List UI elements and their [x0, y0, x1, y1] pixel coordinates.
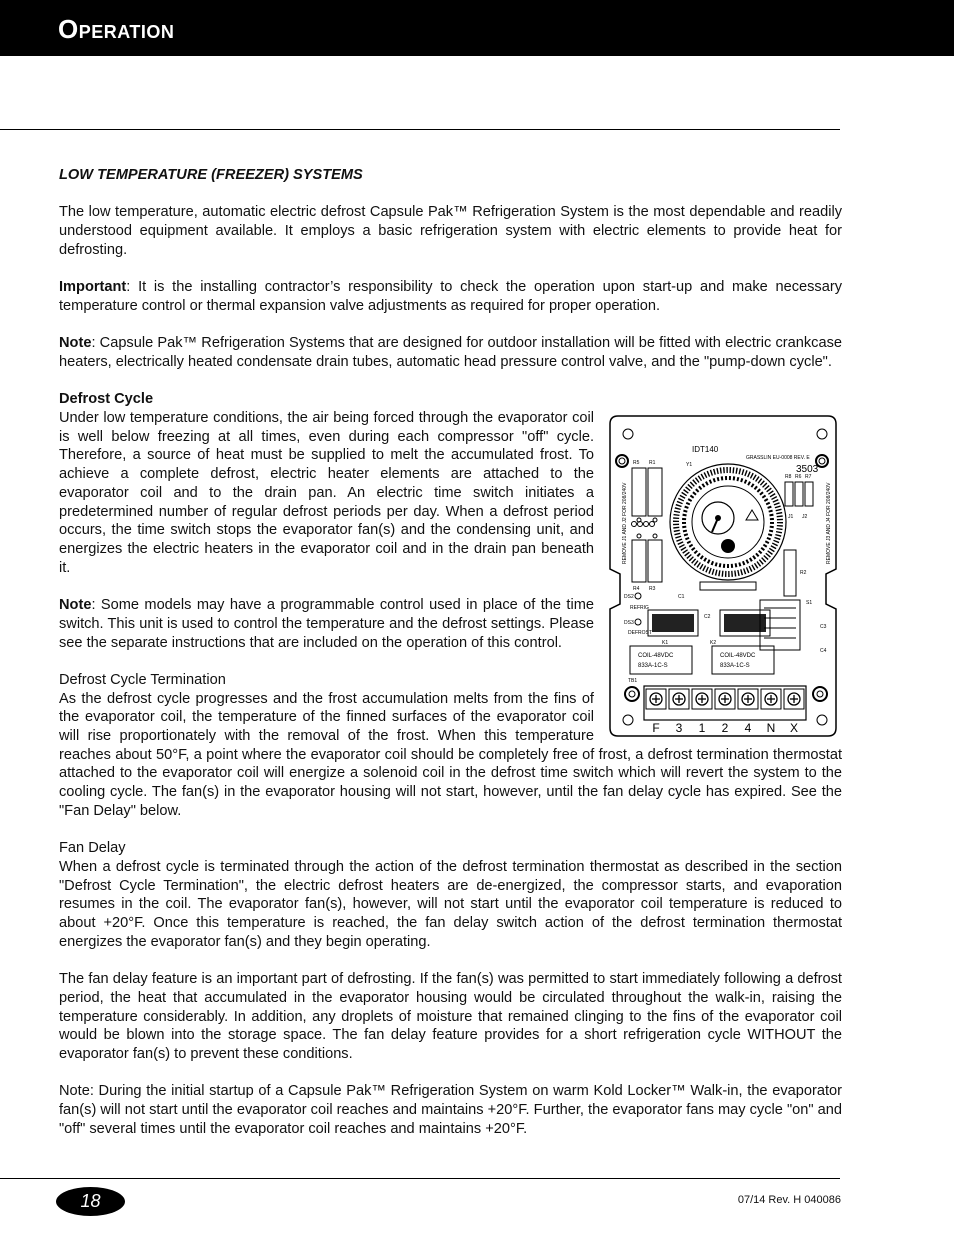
terminal-label: 3	[675, 721, 683, 736]
label-r6: R6	[795, 474, 802, 481]
terminal-label: 1	[698, 721, 706, 736]
terminal-label: 2	[721, 721, 729, 736]
label-coil-left: COIL-48VDC	[638, 653, 674, 660]
label-k1: K1	[662, 640, 669, 647]
outdoor-note-paragraph	[59, 334, 842, 371]
label-j1: J1	[788, 514, 794, 521]
label-r5: R5	[633, 460, 640, 467]
label-r8: R8	[785, 474, 792, 481]
label-coil-right: COIL-48VDC	[720, 653, 756, 660]
bottom-divider	[0, 1178, 840, 1179]
page-header	[0, 0, 954, 56]
label-c1: C1	[678, 594, 685, 601]
fan-delay-paragraph: When a defrost cycle is terminated through the action of the defrost termination thermostat as described in the section "Defrost Cycle Termination", the electric defrost heaters are de-energized, the compressor starts, and evaporation resumes in the coil. The evaporator fan(s), however, will not start until the evaporator coil temperature is reduced to about +20°F. Once this temperature is reached, the fan delay switch action of the defrost termination thermostat energizes the evaporator fan(s) and they begin operating.	[59, 858, 842, 950]
intro-paragraph: The low temperature, automatic electric defrost Capsule Pak™ Refrigeration System is the most dependable and readily understood equipment available. It employs a basic refrigeration system with electric elements to provide heat for defrosting.	[59, 204, 842, 258]
side-label-left: REMOVE J1 AND J2 FOR 208/240V	[622, 482, 628, 565]
label-r3: R3	[649, 586, 656, 593]
section-title: LOW TEMPERATURE (FREEZER) SYSTEMS	[59, 167, 363, 183]
rev-label: GRASSLIN EU-0008 REV. E	[746, 455, 810, 462]
important-paragraph	[59, 278, 842, 315]
label-c2: C2	[704, 614, 711, 621]
defrost-cycle-paragraph: Under low temperature conditions, the air being forced through the evaporator coil is well below freezing at all times, even during each compressor "off" cycle. Therefore, a source of heat must be supplied to melt the accumulated frost. To achieve a complete defrost, electric heater elements are attached to the evaporator coil and to the drain pan. An electric time switch initiates a predetermined number of regular defrost periods per day. When a defrost period occurs, the time switch stops the evaporator fan(s) and the condensing unit, and energizes the electric heaters in the evaporator coil and in the drain pan beneath it.	[59, 410, 594, 576]
startup-note-paragraph: Note: During the initial startup of a Capsule Pak™ Refrigeration System on warm Kold Locker™ Walk-in, the evaporator fan(s) will not start until the evaporator coil reaches and maintains +20°F. Further, the evaporator fans may cycle "on" and "off" several times until the evaporator coil reaches and maintains +20°F.	[59, 1083, 842, 1137]
revision-info: 07/14 Rev. H 040086	[737, 1194, 841, 1206]
note-text-2: : Some models may have a programmable control used in place of the time switch. This unit is used to control the temperature and the defrost settings. Please see the separate instructions that are included on the operation of this control.	[59, 597, 594, 651]
label-tb1: TB1	[628, 678, 638, 685]
label-r2: R2	[800, 570, 807, 577]
label-relay-left: 833A-1C-S	[638, 663, 668, 670]
label-relay-right: 833A-1C-S	[720, 663, 750, 670]
label-ds3: DS3	[624, 620, 634, 627]
note-label: Note	[59, 335, 92, 352]
important-label: Important	[59, 279, 127, 296]
label-c3: C3	[820, 624, 827, 631]
note-label-2: Note	[59, 597, 92, 614]
page-number: 18	[56, 1187, 125, 1216]
important-text: : It is the installing contractor’s responsibility to check the operation upon start-up and make necessary temperature control or thermal expansion valve adjustments as required for proper operation.	[59, 279, 842, 314]
model-label: IDT140	[692, 445, 719, 455]
label-r1: R1	[649, 460, 656, 467]
fan-delay-heading: Fan Delay	[59, 840, 126, 857]
termination-heading: Defrost Cycle Termination	[59, 671, 226, 688]
note-text: : Capsule Pak™ Refrigeration Systems that are designed for outdoor installation will be fitted with electric crankcase heaters, electrically heated condensate drain tubes, automatic head pressure control valve, and the "pump-down cycle".	[59, 335, 842, 370]
label-r7: R7	[805, 474, 812, 481]
top-divider	[0, 129, 840, 130]
defrost-timer-board-figure	[608, 414, 842, 738]
timer-board-diagram	[608, 414, 842, 738]
fan-feature-paragraph: The fan delay feature is an important part of defrosting. If the fan(s) was permitted to start immediately following a defrost period, the heat that accumulated in the evaporator housing would be circulated throughout the walk-in, raising the temperature considerably. In addition, any droplets of moisture that remained clinging to the fins of the evaporator coil would be blown into the storage space. The fan delay feature provides for a short refrigeration cycle WITHOUT the evaporator fan(s) to prevent these conditions.	[59, 971, 842, 1062]
terminal-label: N	[766, 721, 776, 736]
terminal-label: X	[789, 721, 799, 736]
side-label-right: REMOVE J3 AND J4 FOR 208/240V	[826, 482, 832, 565]
label-y1: Y1	[686, 462, 693, 469]
board-number: 3503	[796, 464, 819, 476]
label-ds2: DS2	[624, 594, 634, 601]
label-j2: J2	[802, 514, 808, 521]
label-s1: S1	[806, 600, 813, 607]
label-k2: K2	[710, 640, 717, 647]
label-defrost: DEFROST	[628, 630, 652, 637]
terminal-label: F	[652, 721, 660, 736]
label-r4: R4	[633, 586, 640, 593]
terminal-label: 4	[744, 721, 752, 736]
defrost-cycle-heading: Defrost Cycle	[59, 391, 154, 408]
label-refrig: REFRIG	[630, 605, 649, 612]
body-content	[59, 166, 842, 1157]
termination-paragraph: As the defrost cycle progresses and the frost accumulation melts from the fins of the evaporator coil, the temperature of the finned surfaces of the evaporator coil will rise proportionately with the removal of the frost. When this temperature reaches about 50°F, a point where the evaporator coil should be completely free of frost, a defrost termination thermostat attached to the evaporator coil will energize a solenoid coil in the defrost time switch which will revert the system to the cooling cycle. The fan(s) in the evaporator housing will not start, however, until the fan delay cycle has expired. See the "Fan Delay" below.	[59, 690, 842, 819]
label-c4: C4	[820, 648, 827, 655]
page-title: Operation	[58, 14, 175, 44]
